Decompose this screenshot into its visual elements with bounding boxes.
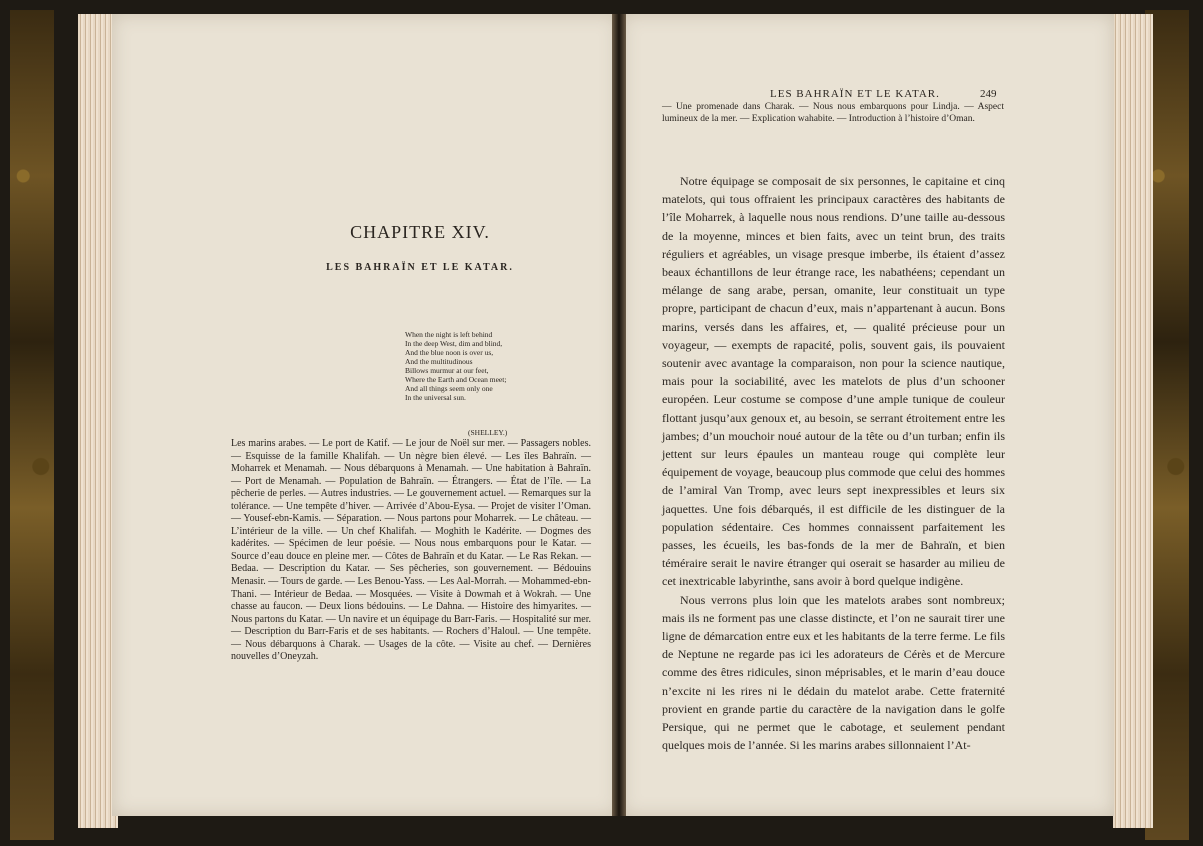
epigraph-line: Where the Earth and Ocean meet; xyxy=(405,375,507,384)
marbled-cover-left xyxy=(10,10,54,840)
chapter-title: CHAPITRE XIV. xyxy=(350,222,490,242)
epigraph-line: In the deep West, dim and blind, xyxy=(405,339,503,348)
page-edges-right xyxy=(1113,14,1153,828)
epigraph-attribution: (SHELLEY.) xyxy=(468,428,508,437)
chapter-summary-continued: — Une promenade dans Charak. — Nous nous embarquons pour Lindja. — Aspect lumineux de la mer. — Explication wahabite. — Introduction à l’histoire d’Oman. xyxy=(662,102,1004,124)
left-page xyxy=(112,14,618,816)
paragraph: Nous verrons plus loin que les matelots arabes sont nombreux; mais ils ne forment pas une classe distincte, et l’on ne saurait tirer une ligne de démarcation entre eux et les habitants de la terre ferme. Le fils de Neptune ne regarde pas ici les adorateurs de Cérès et de Mercure comme des êtres ridicules, sinon méprisables, et le marin d’eau douce n’excite ni les rires ni le dédain du matelot arabe. Cette fraternité provient en grande partie du caractère de la navigation dans le golfe Persique, qui ne permet que le cabotage, et seulement pendant quelques mois de l’année. Si les marins arabes sillonnaient l’At- xyxy=(662,592,1005,753)
epigraph xyxy=(405,330,585,402)
chapter-summary: Les marins arabes. — Le port de Katif. — Le jour de Noël sur mer. — Passagers nobles. — Esquisse de la famille Khalifah. — Un nègre bien élevé. — Les îles Bahraïn. — Moharrek et Menamah. — Nous débarquons à Menamah. — Une habitation à Bahraïn. — Port de Menamah. — Population de Bahraïn. — Étrangers. — État de l’île. — La pêcherie de perles. — Autres industries. — Le gouvernement actuel. — Remarques sur la tolérance. — Une tempête d’hiver. — Arrivée d’Abou-Eysa. — Projet de visiter l’Oman. — Yousef-ebn-Kamis. — Séparation. — Nous partons pour Moharrek. — Le château. — L’intérieur de la ville. — Un chef Khalifah. — Moghith le Kadérite. — Dogmes des kadérites. — Spécimen de leur poésie. — Nous nous embarquons pour le Katar. — Source d’eau douce en pleine mer. — Côtes de Bahraïn et du Katar. — Le Ras Rekan. — Bedaa. — Description du Katar. — Ses pêcheries, son gouvernement. — Bédouins Menasir. — Tours de garde. — Les Benou-Yass. — Les Aal-Morrah. — Mohammed-ebn-Thani. — Intérieur de Bedaa. — Mosquées. — Visite à Dowmah et à Wokrah. — Une chasse au faucon. — Deux lions bédouins. — Le Dahna. — Histoire des himyarites. — Nous partons du Katar. — Un navire et un équipage du Barr-Faris. — Hospitalité sur mer. — Description du Barr-Faris et de ses habitants. — Rochers d’Haloul. — Une tempête. — Nous débarquons à Charak. — Usages de la côte. — Visite au chef. — Dernières nouvelles d’Oneyzah. xyxy=(231,438,591,663)
body-text xyxy=(662,172,1005,755)
epigraph-line: When the night is left behind xyxy=(405,330,493,339)
paragraph: Notre équipage se composait de six personnes, le capitaine et cinq matelots, qui tous offraient les principaux caractères des habitants de l’île Moharrek, à laquelle nous nous rendions. D’une taille au-dessous de la moyenne, minces et bien faits, avec un teint brun, des traits réguliers et agréables, un visage presque imberbe, ils étaient d’assez beaux échantillons de leur étrange race, les nabathéens; cependant un mélange de sang arabe, persan, omanite, leur constituait un type propre, participant de chacun d’eux, mais n’appartenant à aucun. Bons marins, versés dans les affaires, et, — qualité précieuse pour un voyageur, — exempts de rapacité, polis, souvent gais, ils pouvaient soutenir avec avantage la comparaison, non pour la science nautique, mais pour la sociabilité, avec les matelots de plus d’un schooner européen. Leur costume se compose d’une ample tunique de couleur flottant jusqu’aux genoux et, au besoin, se serrant étroitement entre les jambes; d’un mouchoir noué autour de la tête ou d’un turban; enfin ils jettent sur leurs épaules un manteau rouge qui complète leur équipement de voyage, beaucoup plus commode que celui des hommes de l’amiral Van Tromp, avec leurs sept inexpressibles et leurs six jaquettes. Une fois débarqués, il est difficile de les distinguer de la population sédentaire. Ces hommes connaissent parfaitement les passes, les écueils, les bas-fonds de la mer de Bahraïn, et bien téméraire serait le navire étranger qui oserait se hasarder au milieu de cet inextricable labyrinthe, sans avoir à bord quelque indigène. xyxy=(662,174,1005,589)
running-head: LES BAHRAÏN ET LE KATAR. xyxy=(770,88,940,100)
page-number: 249 xyxy=(980,88,997,100)
chapter-subtitle: LES BAHRAÏN ET LE KATAR. xyxy=(326,262,514,273)
book-gutter xyxy=(612,14,626,816)
epigraph-line: In the universal sun. xyxy=(405,393,466,402)
epigraph-line: And all things seem only one xyxy=(405,384,493,393)
epigraph-line: And the blue noon is over us, xyxy=(405,348,494,357)
epigraph-line: And the multitudinous xyxy=(405,357,473,366)
epigraph-line: Billows murmur at our feet, xyxy=(405,366,489,375)
